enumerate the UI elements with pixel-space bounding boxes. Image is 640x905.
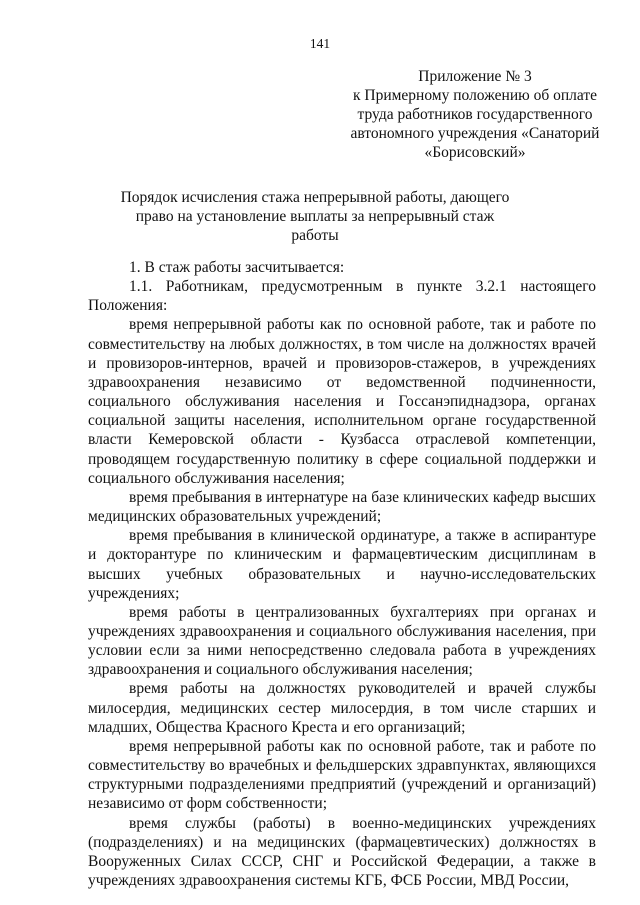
appendix-block [330, 67, 620, 162]
paragraph-item: время непрерывной работы как по основной работе, так и работе по совместительству на любых должностях, в том числе на должностях врачей и провизоров-интернов, врачей и провизоров-стажеров, в учреждениях здравоохранения независимо от ведомственной подчиненности, социального обслуживания населения и Госсанэпиднадзора, органах социальной защиты населения, исполнительном органе государственной власти Кемеровской области - Кузбасса отраслевой компетенции, проводящем государственную политику в сфере социальной поддержки и социального обслуживания населения; [88, 316, 596, 487]
appendix-line: к Примерному положению об оплате [352, 87, 598, 104]
paragraph-item: время работы на должностях руководителей и врачей службы милосердия, медицинских сестер милосердия, в том числе старших и младших, Общества Красного Креста и его организаций; [88, 680, 596, 736]
heading-line: право на установление выплаты за непрерывный стаж [135, 208, 495, 225]
heading-line: Порядок исчисления стажа непрерывной работы, дающего [120, 189, 510, 206]
paragraph-item: время работы в централизованных бухгалтериях при органах и учреждениях здравоохранения и социального обслуживания населения, при условии если за ними непосредственно следовала работа в учреждениях здравоохранения и социального обслуживания населения; [88, 603, 596, 679]
appendix-line: Приложение № 3 [418, 68, 532, 85]
appendix-line: автономного учреждения «Санаторий [350, 125, 600, 142]
paragraph-section-1-1: 1.1. Работникам, предусмотренным в пункте 3.2.1 настоящего Положения: [88, 278, 596, 315]
paragraph-item: время службы (работы) в военно-медицинских учреждениях (подразделениях) и на медицинских (фармацевтических) должностях в Вооруженных Силах СССР, СНГ и Российской Федерации, а также в учреждениях здравоохранения системы КГБ, ФСБ России, МВД России, [88, 814, 596, 889]
paragraph-item: время пребывания в интернатуре на базе клинических кафедр высших медицинских образовательных учреждений; [88, 488, 596, 526]
paragraph-item: время пребывания в клинической ординатуре, а также в аспирантуре и докторантуре по клиническим и фармацевтическим дисциплинам в высших учебных образовательных и научно-исследовательских учреждениях; [88, 527, 596, 602]
heading-line: работы [291, 227, 339, 244]
page-number: 141 [309, 36, 331, 51]
paragraph-section-1: 1. В стаж работы засчитывается: [129, 259, 345, 276]
document-heading [110, 188, 520, 245]
appendix-line: труда работников государственного [357, 106, 593, 123]
paragraph-item: время непрерывной работы как по основной работе, так и работе по совместительству во врачебных и фельдшерских здравпунктах, являющихся структурными подразделениями предприятий (учреждений и организаций) независимо от форм собственности; [88, 737, 596, 813]
document-body [88, 258, 596, 890]
appendix-line: «Борисовский» [424, 144, 526, 161]
